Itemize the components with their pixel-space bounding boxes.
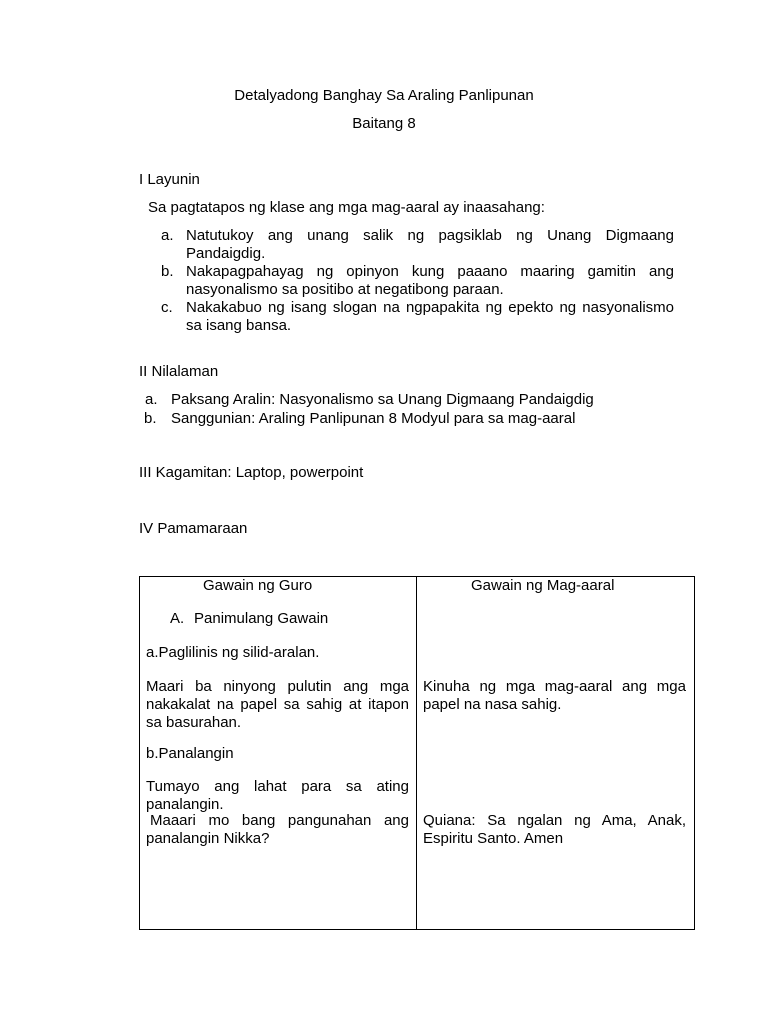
layunin-intro: Sa pagtatapos ng klase ang mga mag-aaral ay inaasahang: [148,199,545,216]
list-item-text: Natutukoy ang unang salik ng pagsiklab ng Unang Digmaang Pandaigdig. [186,227,674,262]
layunin-heading: I Layunin [139,171,200,188]
column-header-guro: Gawain ng Guro [203,577,313,594]
kagamitan-heading: III Kagamitan: Laptop, powerpoint [139,464,364,481]
column-header-magaaral: Gawain ng Mag-aaral [471,577,615,594]
guro-pangunahan-text: Maaari mo bang pangunahan ang panalangin Nikka? [146,812,409,847]
magaaral-kinuha-text: Kinuha ng mga mag-aaral ang mga papel na nasa sahig. [423,678,686,713]
guro-pulutin-text: Maari ba ninyong pulutin ang mga nakakalat na papel sa sahig at itapon sa basurahan. [146,678,409,731]
guro-column [140,577,417,930]
document-title: Detalyadong Banghay Sa Araling Panlipunan [234,87,534,104]
list-marker: b. [161,263,174,280]
nilalaman-list [139,391,699,429]
grade-level: Baitang 8 [352,115,416,132]
pamamaraan-heading: IV Pamamaraan [139,520,248,537]
list-item [139,410,699,429]
layunin-list [140,227,674,335]
list-item-text: Sanggunian: Araling Panlipunan 8 Modyul para sa mag-aaral [171,410,576,427]
list-marker: c. [161,299,173,316]
guro-tumayo-text: Tumayo ang lahat para sa ating panalangin. [146,778,409,813]
list-item [140,299,674,335]
section-marker: A. [170,610,185,627]
list-marker: a. [145,391,158,408]
panalangin-label: b.Panalangin [146,745,234,762]
lesson-procedure-table [139,576,695,930]
paglilinis-label: a.Paglilinis ng silid-aralan. [146,644,320,661]
list-marker: b. [144,410,157,427]
list-item [140,263,674,299]
list-item-text: Nakapagpahayag ng opinyon kung paaano maaring gamitin ang nasyonalismo sa positibo at negatibong paraan. [186,263,674,298]
magaaral-quiana-text: Quiana: Sa ngalan ng Ama, Anak, Espiritu Santo. Amen [423,812,686,847]
magaaral-column [417,577,695,930]
section-label: Panimulang Gawain [194,610,329,627]
list-item [139,391,699,410]
list-item-text: Nakakabuo ng isang slogan na ngpapakita ng epekto ng nasyonalismo sa isang bansa. [186,299,674,334]
list-marker: a. [161,227,174,244]
list-item [140,227,674,263]
nilalaman-heading: II Nilalaman [139,363,219,380]
list-item-text: Paksang Aralin: Nasyonalismo sa Unang Digmaang Pandaigdig [171,391,594,408]
